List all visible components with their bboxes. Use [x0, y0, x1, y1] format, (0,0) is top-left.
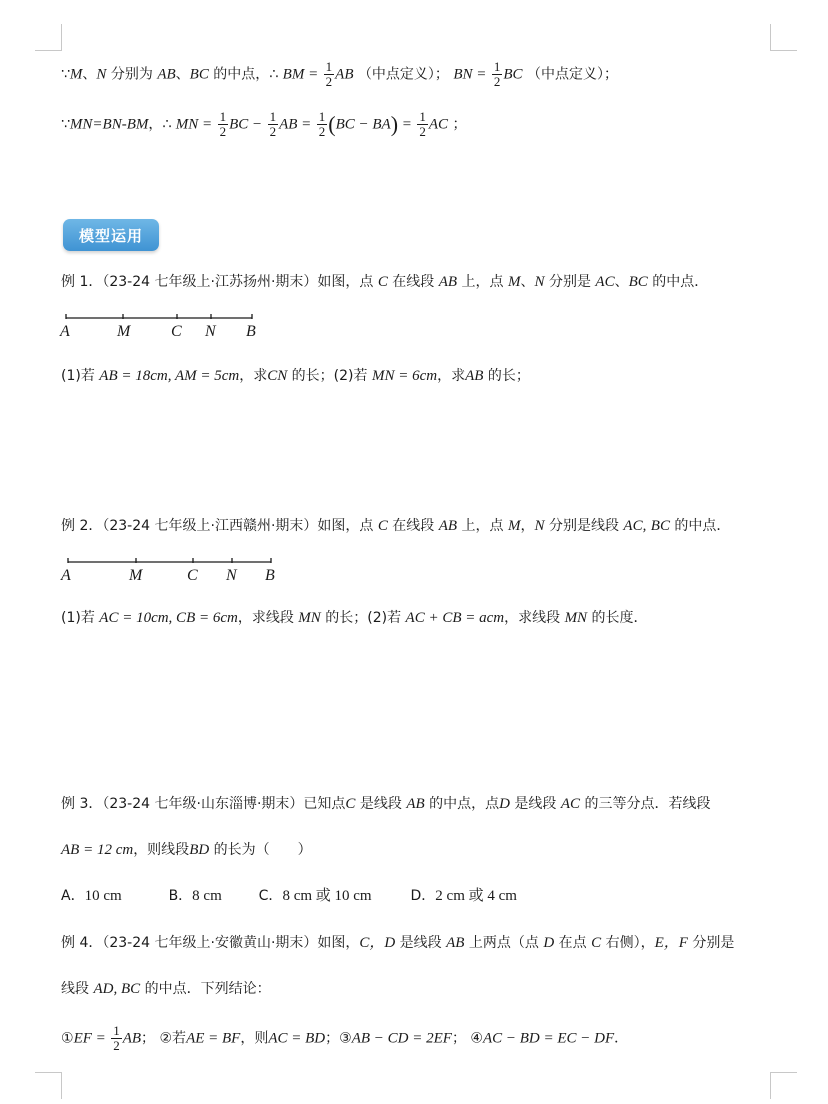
math-ad-bc: AD, BC	[93, 981, 141, 997]
math-mn: MN	[298, 610, 321, 626]
text: 的长为（ ）	[209, 842, 312, 858]
fraction-denominator: 2	[419, 124, 426, 139]
math-c: C	[591, 935, 602, 951]
math-ab: AB	[465, 368, 484, 384]
text: ，则	[240, 1030, 269, 1047]
fraction-numerator: 1	[219, 109, 227, 124]
example-label: 例 3．（23-24 七年级·山东淄博·期末）已知点	[61, 796, 346, 812]
math-ef-eq: EF =	[73, 1030, 106, 1047]
math-ab: AB	[438, 518, 458, 534]
text: 在线段	[387, 518, 439, 534]
text: 分别是线段	[544, 518, 624, 534]
text: 的长；(2)若	[287, 368, 372, 384]
math-c: C	[377, 274, 388, 290]
text: ，求线段	[237, 610, 299, 626]
conclusion-2-marker: ②若	[159, 1030, 187, 1047]
therefore-symbol: ∴	[269, 66, 279, 83]
question-part-1-label: (1)若	[61, 368, 100, 384]
example-2-segment-figure	[56, 554, 296, 584]
separator: ，	[148, 116, 163, 133]
text: 是线段	[395, 935, 447, 951]
corner-mark-bottom-left	[35, 1072, 62, 1099]
example-1-statement	[61, 272, 708, 292]
example-1-segment-figure	[56, 310, 276, 340]
point-label-m: M	[129, 567, 143, 584]
example-3-options	[61, 886, 517, 906]
fraction-denominator: 2	[113, 1038, 120, 1053]
math-c-d: C，D	[359, 935, 396, 951]
math-ab: AB =	[279, 116, 312, 133]
option-value: 8 cm	[192, 888, 222, 904]
text: 的中点，	[208, 66, 270, 83]
fraction-half	[317, 110, 328, 139]
separator: ；	[451, 1030, 466, 1047]
math-ab: AB	[406, 796, 425, 812]
math-n: N	[534, 518, 545, 534]
math-ac: AC,	[623, 518, 647, 534]
math-m: M	[508, 274, 521, 290]
math-ab: AB	[446, 935, 465, 951]
conclusion-3-marker: ③	[339, 1030, 352, 1047]
example-3-statement	[61, 794, 710, 814]
point-label-c: C	[171, 323, 182, 340]
math-n: N	[534, 274, 545, 290]
fraction-half	[268, 110, 279, 139]
right-paren: )	[390, 111, 399, 137]
text: 的中点．下列结论：	[140, 981, 271, 997]
because-symbol: ∵	[61, 116, 70, 133]
point-label-b: B	[246, 323, 256, 340]
math-bc: BC	[650, 518, 670, 534]
math-d: D	[499, 796, 510, 812]
math-n: N	[96, 66, 107, 83]
math-conclusion-3: AB − CD = 2EF	[351, 1030, 452, 1047]
question-part-1-label: (1)若	[61, 610, 100, 626]
option-value: 10 cm	[84, 888, 122, 904]
text: 的长度．	[587, 610, 648, 626]
text: 的中点．	[669, 518, 731, 534]
example-2-statement	[61, 516, 730, 536]
separator: ；	[325, 1030, 340, 1047]
therefore-symbol: ∴	[162, 116, 172, 133]
fraction-numerator: 1	[113, 1023, 120, 1038]
math-m: M	[508, 518, 521, 534]
midpoint-definition-note: （中点定义）；	[527, 66, 619, 83]
text: ，则线段	[133, 842, 190, 858]
text: 的长；(2)若	[320, 610, 406, 626]
option-c[interactable]	[259, 888, 372, 904]
math-bc: BC −	[229, 116, 263, 133]
fraction-half	[417, 110, 428, 139]
example-label: 例 4．（23-24 七年级上·安徽黄山·期末）如图，	[61, 935, 360, 951]
example-label: 例 2．（23-24 七年级上·江西赣州·期末）如图，点	[61, 518, 378, 534]
fraction-denominator: 2	[269, 124, 277, 139]
math-ac: AC	[428, 116, 449, 133]
example-label: 例 1．（23-24 七年级上·江苏扬州·期末）如图，点	[61, 274, 378, 290]
math-bc-ba: BC − BA	[335, 116, 391, 133]
text: 分别是	[687, 935, 735, 951]
math-c: C	[377, 518, 388, 534]
point-label-a: A	[61, 567, 71, 584]
math-mn-eq: MN =	[175, 116, 213, 133]
math-given-1: AB = 18cm, AM = 5cm	[99, 368, 240, 384]
option-d[interactable]	[411, 888, 517, 904]
text: ，求	[437, 368, 466, 384]
math-bc: BC	[503, 66, 523, 83]
math-ab: AB	[335, 66, 354, 83]
separator: ；	[452, 116, 467, 133]
point-label-c: C	[187, 567, 198, 584]
math-ac: AC	[595, 274, 615, 290]
example-4-statement	[61, 933, 734, 953]
math-e-f: E，F	[654, 935, 688, 951]
math-ab: AB	[438, 274, 458, 290]
fraction-half	[218, 110, 229, 139]
fraction-denominator: 2	[318, 124, 326, 139]
separator: ．	[614, 1030, 629, 1047]
left-paren: (	[328, 111, 336, 137]
text: 上两点（点	[464, 935, 544, 951]
section-badge: 模型运用	[63, 219, 159, 251]
point-label-b: B	[265, 567, 275, 584]
fraction-numerator: 1	[325, 59, 333, 74]
text: 是线段	[509, 796, 561, 812]
corner-mark-top-right	[770, 24, 797, 51]
text: ，求	[239, 368, 268, 384]
example-1-questions	[61, 366, 530, 386]
text: 在点	[554, 935, 592, 951]
derivation-line-1	[61, 60, 618, 89]
text: ，求线段	[504, 610, 565, 626]
option-value: 8 cm 或 10 cm	[282, 888, 372, 904]
math-d: D	[543, 935, 555, 951]
conclusion-1-marker: ①	[61, 1030, 74, 1047]
text: 的中点，点	[424, 796, 500, 812]
text: 在线段	[387, 274, 439, 290]
math-ab: AB	[157, 66, 176, 83]
fraction-numerator: 1	[419, 109, 426, 124]
math-bd: BD	[189, 842, 210, 858]
math-m: M	[69, 66, 83, 83]
fraction-denominator: 2	[219, 124, 227, 139]
fraction-half	[111, 1024, 122, 1053]
math-c: C	[345, 796, 356, 812]
math-given-2: AC + CB = acm	[405, 610, 505, 626]
text: 右侧），	[601, 935, 655, 951]
math-given: AB = 12 cm	[61, 842, 134, 858]
option-a[interactable]	[61, 888, 122, 904]
text: 线段	[61, 981, 94, 997]
example-4-statement-cont	[61, 979, 271, 999]
fraction-half	[324, 60, 335, 89]
math-bc: BC	[628, 274, 648, 290]
math-mn-relation: MN=BN-BM	[69, 116, 149, 133]
math-bc: BC	[189, 66, 209, 83]
math-ac-bd: AC = BD	[268, 1030, 326, 1047]
point-label-m: M	[117, 323, 131, 340]
example-2-questions	[61, 608, 648, 628]
fraction-numerator: 1	[318, 109, 326, 124]
option-letter: C．	[258, 888, 283, 904]
separator: 、	[175, 66, 190, 83]
math-equals: =	[398, 116, 412, 133]
option-value: 2 cm 或 4 cm	[435, 888, 517, 904]
separator: 、	[614, 274, 629, 290]
separator: 、	[82, 66, 97, 83]
point-label-a: A	[60, 323, 70, 340]
text: 是线段	[355, 796, 407, 812]
math-mn: MN	[564, 610, 588, 626]
corner-mark-top-left	[35, 24, 62, 51]
math-given-1: AC = 10cm, CB = 6cm	[99, 610, 238, 626]
option-letter: A．	[61, 888, 85, 904]
text: 的三等分点．若线段	[580, 796, 711, 812]
derivation-line-2	[61, 110, 466, 139]
math-bm-eq: BM =	[282, 66, 319, 83]
text: 的中点．	[647, 274, 709, 290]
fraction-denominator: 2	[325, 74, 333, 89]
math-given-2: MN = 6cm	[371, 368, 438, 384]
separator: 、	[520, 274, 535, 290]
midpoint-definition-note: （中点定义）；	[357, 66, 449, 83]
text: 分别为	[106, 66, 158, 83]
text: 的长；	[483, 368, 530, 384]
math-ab: AB	[122, 1030, 142, 1047]
text: 上，点	[457, 274, 508, 290]
math-ae-bf: AE = BF	[186, 1030, 241, 1047]
because-symbol: ∵	[61, 66, 70, 83]
text: 上，点	[457, 518, 508, 534]
math-cn: CN	[267, 368, 288, 384]
math-ac: AC	[560, 796, 581, 812]
math-bn-eq: BN =	[453, 66, 487, 83]
text: 分别是	[544, 274, 596, 290]
fraction-denominator: 2	[493, 74, 501, 89]
example-3-question	[61, 840, 312, 860]
option-letter: D．	[410, 888, 436, 904]
conclusion-4-marker: ④	[470, 1030, 483, 1047]
fraction-numerator: 1	[493, 59, 501, 74]
point-label-n: N	[226, 567, 237, 584]
point-label-n: N	[205, 323, 216, 340]
example-4-conclusions	[61, 1024, 628, 1053]
separator: ，	[520, 518, 535, 534]
fraction-half	[492, 60, 503, 89]
option-b[interactable]	[169, 888, 222, 904]
corner-mark-bottom-right	[770, 1072, 797, 1099]
option-letter: B．	[168, 888, 193, 904]
math-conclusion-4: AC − BD = EC − DF	[482, 1030, 615, 1047]
separator: ；	[141, 1030, 156, 1047]
fraction-numerator: 1	[269, 109, 277, 124]
